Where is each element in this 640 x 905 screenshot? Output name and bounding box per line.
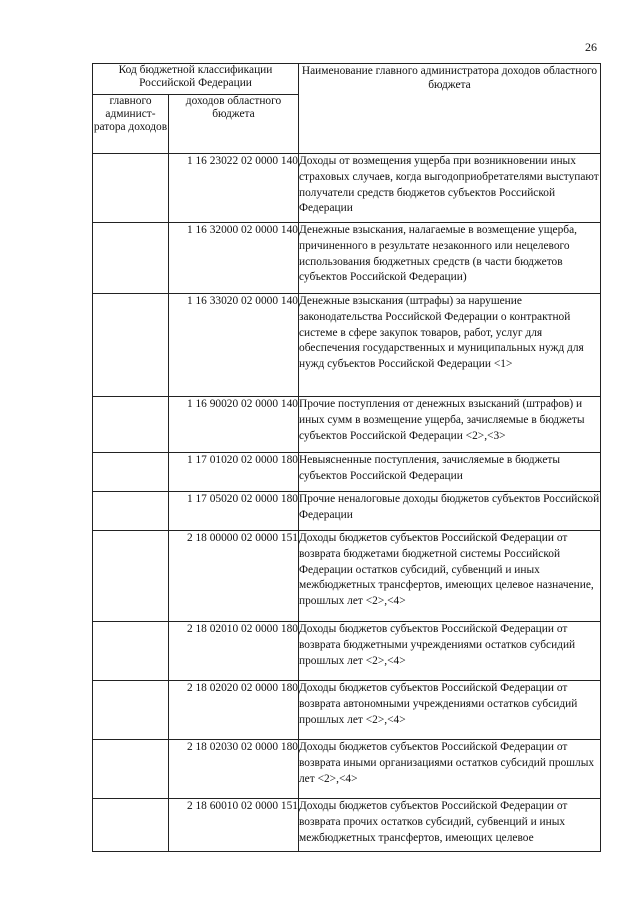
admin-cell	[93, 622, 169, 681]
budget-code-cell: 1 16 33020 02 0000 140	[169, 294, 299, 397]
description-cell: Доходы от возмещения ущерба при возникновении иных страховых случаев, когда выгодоприобретателями выступают получатели средств бюджетов субъектов Российской Федерации	[299, 154, 601, 223]
description-cell: Денежные взыскания (штрафы) за нарушение законодательства Российской Федерации о контрактной системе в сфере закупок товаров, работ, услуг для обеспечения государственных и муниципальных нужд для нужд субъектов Российской Федерации <1>	[299, 294, 601, 397]
description-cell: Прочие поступления от денежных взысканий (штрафов) и иных сумм в возмещение ущерба, зачисляемые в бюджеты субъектов Российской Федерации <2>,<3>	[299, 397, 601, 453]
page-number: 26	[585, 40, 597, 54]
budget-code-cell: 1 16 32000 02 0000 140	[169, 223, 299, 294]
budget-code-cell: 2 18 60010 02 0000 151	[169, 799, 299, 852]
admin-cell	[93, 681, 169, 740]
budget-code-cell: 1 16 23022 02 0000 140	[169, 154, 299, 223]
table-row	[93, 622, 601, 681]
admin-cell	[93, 799, 169, 852]
table-row	[93, 453, 601, 492]
table-row	[93, 397, 601, 453]
admin-cell	[93, 154, 169, 223]
description-cell: Доходы бюджетов субъектов Российской Федерации от возврата бюджетами бюджетной системы Российской Федерации остатков субсидий, субвенций и иных межбюджетных трансфертов, имеющих целевое назначение, прошлых лет <2>,<4>	[299, 531, 601, 622]
header-admin-name: Наименование главного администратора доходов областного бюджета	[299, 64, 601, 154]
budget-classification-table	[92, 63, 601, 852]
description-cell: Доходы бюджетов субъектов Российской Федерации от возврата иными организациями остатков субсидий прошлых лет <2>,<4>	[299, 740, 601, 799]
table-row	[93, 799, 601, 852]
admin-cell	[93, 294, 169, 397]
budget-code-cell: 2 18 02010 02 0000 180	[169, 622, 299, 681]
budget-code-cell: 1 17 01020 02 0000 180	[169, 453, 299, 492]
table-row	[93, 492, 601, 531]
admin-cell	[93, 453, 169, 492]
header-regional-income: доходов областного бюджета	[169, 95, 299, 154]
budget-code-cell: 2 18 02020 02 0000 180	[169, 681, 299, 740]
admin-cell	[93, 740, 169, 799]
table-row	[93, 223, 601, 294]
description-cell: Доходы бюджетов субъектов Российской Федерации от возврата автономными учреждениями остатков субсидий прошлых лет <2>,<4>	[299, 681, 601, 740]
description-cell: Доходы бюджетов субъектов Российской Федерации от возврата прочих остатков субсидий, субвенций и иных межбюджетных трансфертов, имеющих целевое	[299, 799, 601, 852]
table-row	[93, 154, 601, 223]
header-code-group: Код бюджетной классификации Российской Федерации	[93, 64, 299, 95]
description-cell: Доходы бюджетов субъектов Российской Федерации от возврата бюджетными учреждениями остатков субсидий прошлых лет <2>,<4>	[299, 622, 601, 681]
admin-cell	[93, 223, 169, 294]
description-cell: Невыясненные поступления, зачисляемые в бюджеты субъектов Российской Федерации	[299, 453, 601, 492]
description-cell: Денежные взыскания, налагаемые в возмещение ущерба, причиненного в результате незаконного или нецелевого использования бюджетных средств (в части бюджетов субъектов Российской Федерации)	[299, 223, 601, 294]
admin-cell	[93, 531, 169, 622]
budget-code-cell: 1 16 90020 02 0000 140	[169, 397, 299, 453]
budget-code-cell: 1 17 05020 02 0000 180	[169, 492, 299, 531]
table-row	[93, 531, 601, 622]
table-row	[93, 740, 601, 799]
header-chief-admin: главного админист-ратора доходов	[93, 95, 169, 154]
description-cell: Прочие неналоговые доходы бюджетов субъектов Российской Федерации	[299, 492, 601, 531]
admin-cell	[93, 492, 169, 531]
admin-cell	[93, 397, 169, 453]
table-row	[93, 681, 601, 740]
budget-code-cell: 2 18 02030 02 0000 180	[169, 740, 299, 799]
budget-code-cell: 2 18 00000 02 0000 151	[169, 531, 299, 622]
table-row	[93, 294, 601, 397]
